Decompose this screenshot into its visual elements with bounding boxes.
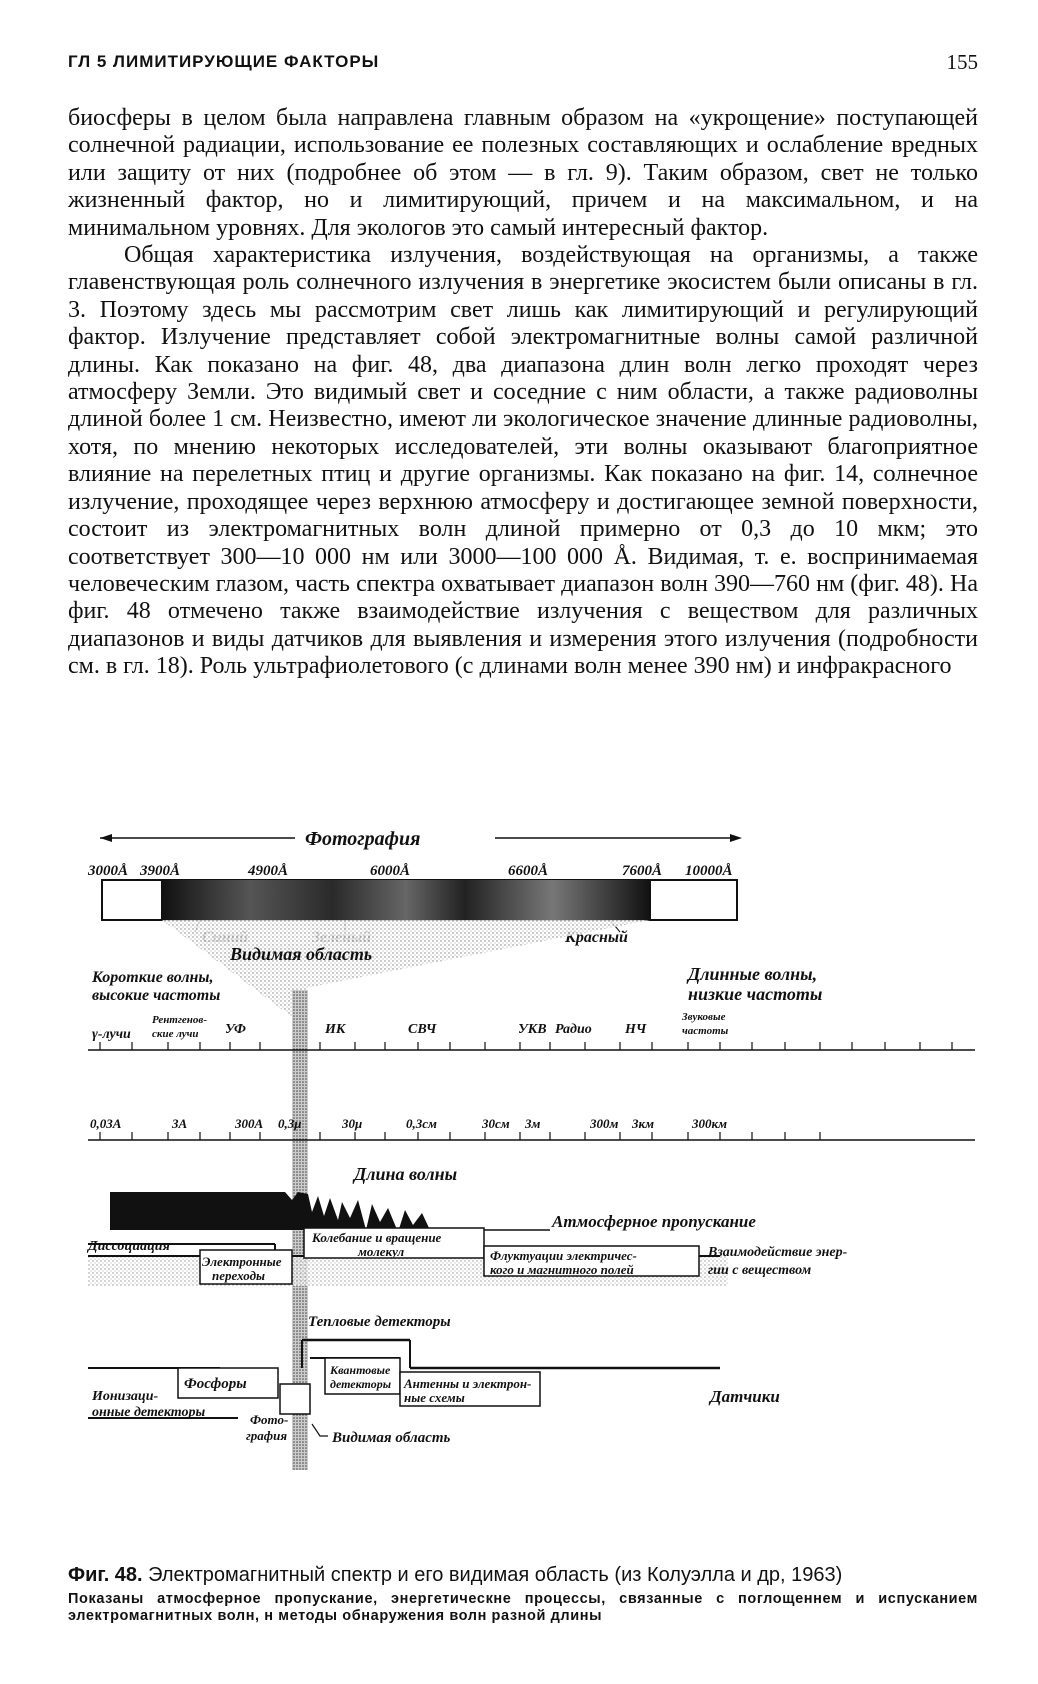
atmospheric-transmission — [110, 1192, 756, 1232]
caption-title-text: Электромагнитный спектр и его видимая область (из Колуэлла и др, 1963) — [148, 1564, 843, 1586]
wavelength-axis-label: Длина волны — [354, 1164, 458, 1184]
interaction-title-2: гии с веществом — [708, 1263, 812, 1278]
long-waves-label-1: Длинные волны, — [688, 964, 818, 984]
wavelength-tick: 300A — [235, 1116, 264, 1131]
spectrum-diagram — [80, 820, 980, 1550]
figure-caption — [68, 1563, 978, 1625]
ionization-label-1: Ионизаци- — [92, 1389, 159, 1404]
vibration-label-2: молекул — [358, 1244, 405, 1259]
wavelength-tick: 0,3см — [406, 1116, 437, 1131]
page-number: 155 — [946, 50, 978, 74]
wavelength-tick: 300км — [692, 1116, 727, 1131]
tick-label: 3000Å — [88, 863, 129, 879]
fluctuation-label-1: Флуктуации электричес- — [490, 1248, 637, 1263]
running-head — [68, 52, 978, 82]
ionization-label-2: онные детекторы — [92, 1405, 206, 1420]
short-waves-label-2: высокие частоты — [92, 987, 221, 1004]
red-label: Красный — [565, 929, 628, 946]
paragraph: биосферы в целом была направлена главным образом на «укрощение» поступающей солнечной радиации, использование ее полезных составляющих и ослабление вредных или защиту от них (подробнее об этом — в гл. 9). Таким образом, свет не только жизненный фактор, но и лимитирующий, причем и на максимальном, и на минимальном уровнях. Для экологов это самый интересный фактор. — [68, 105, 978, 241]
wavelength-tick: 0,3μ — [278, 1116, 302, 1131]
tick-label: 3900Å — [140, 863, 181, 879]
detectors-diagram — [88, 1314, 780, 1446]
caption-body: Показаны атмосферное пропускание, энергетическне процессы, связанные с поглощеннем и испусканием электромагнитных волн, н методы обнаружения волн разной длины — [68, 1591, 978, 1624]
fluctuation-label-2: кого и магнитного полей — [490, 1262, 634, 1277]
wavelength-tick: 3км — [632, 1116, 654, 1131]
body-text — [68, 105, 978, 681]
wavelength-tick: 0,03A — [90, 1116, 122, 1131]
visible-region-detector-label: Видимая область — [332, 1430, 451, 1446]
interaction-title-1: Взаимодействие энер- — [708, 1245, 848, 1260]
thermal-detectors-label: Тепловые детекторы — [308, 1314, 451, 1330]
lf-label: НЧ — [625, 1022, 647, 1037]
electronic-label-2: переходы — [212, 1268, 266, 1283]
paragraph: Общая характеристика излучения, воздействующая на организмы, а также главенствующая роль солнечного излучения в энергетике экосистем были описаны в гл. 3. Поэтому здесь мы рассмотрим свет лишь как лимитирующий и регулирующий фактор. Излучение представляет собой электромагнитные волны самой различной длины. Как показано на фиг. 48, два диапазона длин волн легко проходят через атмосферу Земли. Это видимый свет и соседние с ним области, а также радиоволны длиной более 1 см. Неизвестно, имеют ли экологическое значение длинные радиоволны, хотя, по мнению некоторых исследователей, эти волны оказывают благоприятное влияние на перелетных птиц и другие организмы. Как показано на фиг. 14, солнечное излучение, проходящее через верхнюю атмосферу и достигающее земной поверхности, состоит из электромагнитных волн длиной примерно от 0,3 до 10 мкм; это соответствует 300—10 000 нм или 3000—100 000 Å. Видимая, т. е. воспринимаемая человеческим глазом, часть спектра охватывает диапазон волн 390—760 нм (фиг. 48). На фиг. 48 отмечено также взаимодействие излучения с веществом для различных диапазонов и виды датчиков для выявления и измерения этого излучения (подробности см. в гл. 18). Роль ультрафиолетового (с длинами волн менее 390 нм) и инфракрасного — [68, 242, 978, 680]
visible-spectrum-bar — [102, 880, 737, 920]
photography-arrow — [100, 828, 742, 850]
long-waves-label-2: низкие частоты — [688, 984, 823, 1004]
wavelength-tick: 30см — [482, 1116, 510, 1131]
wavelength-scale — [88, 1116, 975, 1184]
xray-label-2: ские лучи — [152, 1028, 199, 1040]
interaction-diagram — [86, 1228, 848, 1286]
xray-label-1: Рентгенов- — [152, 1014, 207, 1026]
sound-label-2: частоты — [682, 1025, 729, 1037]
short-waves-label-1: Короткие волны, — [92, 969, 214, 986]
photography-label: Фотография — [305, 828, 421, 850]
tick-label: 6600Å — [508, 863, 549, 879]
wave-headings — [91, 964, 822, 1004]
antennas-label-2: ные схемы — [404, 1390, 465, 1405]
dissociation-label: Диссоциация — [88, 1239, 170, 1254]
quantum-label-2: детекторы — [330, 1377, 392, 1391]
ir-label: ИК — [325, 1022, 346, 1037]
antennas-label-1: Антенны и электрон- — [404, 1376, 532, 1391]
wavelength-tick: 30μ — [342, 1116, 363, 1131]
gamma-label: γ-лучи — [92, 1027, 131, 1042]
phosphors-label: Фосфоры — [184, 1376, 247, 1392]
atmosphere-label: Атмосферное пропускание — [552, 1212, 756, 1231]
uv-label: УФ — [225, 1022, 246, 1037]
radio-label: Радио — [555, 1022, 592, 1037]
figure-label: Фиг. 48. — [68, 1564, 143, 1586]
photography-detector-label-1: Фото- — [250, 1412, 289, 1427]
wavelength-tick: 3м — [525, 1116, 541, 1131]
caption-title — [68, 1563, 978, 1587]
quantum-label-1: Квантовые — [330, 1363, 391, 1377]
figure-48 — [80, 820, 980, 1550]
photography-detector-label-2: графия — [246, 1428, 288, 1443]
microwave-label: СВЧ — [408, 1022, 437, 1037]
electronic-label-1: Электронные — [202, 1254, 282, 1269]
sound-label-1: Звуковые — [682, 1011, 726, 1023]
visible-tick-labels — [87, 863, 733, 879]
wavelength-tick: 300м — [590, 1116, 619, 1131]
visible-region-label: Видимая область — [230, 944, 373, 964]
tick-label: 4900Å — [248, 863, 289, 879]
wavelength-tick: 3A — [172, 1116, 188, 1131]
band-scale — [88, 1011, 975, 1050]
tick-label: 6000Å — [370, 863, 411, 879]
tick-label: 10000Å — [685, 863, 733, 879]
vibration-label-1: Колебание и вращение — [312, 1230, 442, 1245]
tick-label: 7600Å — [622, 863, 663, 879]
vhf-label: УКВ — [518, 1022, 547, 1037]
chapter-title: ГЛ 5 ЛИМИТИРУЮЩИЕ ФАКТОРЫ — [68, 52, 380, 71]
detectors-title: Датчики — [710, 1387, 780, 1406]
